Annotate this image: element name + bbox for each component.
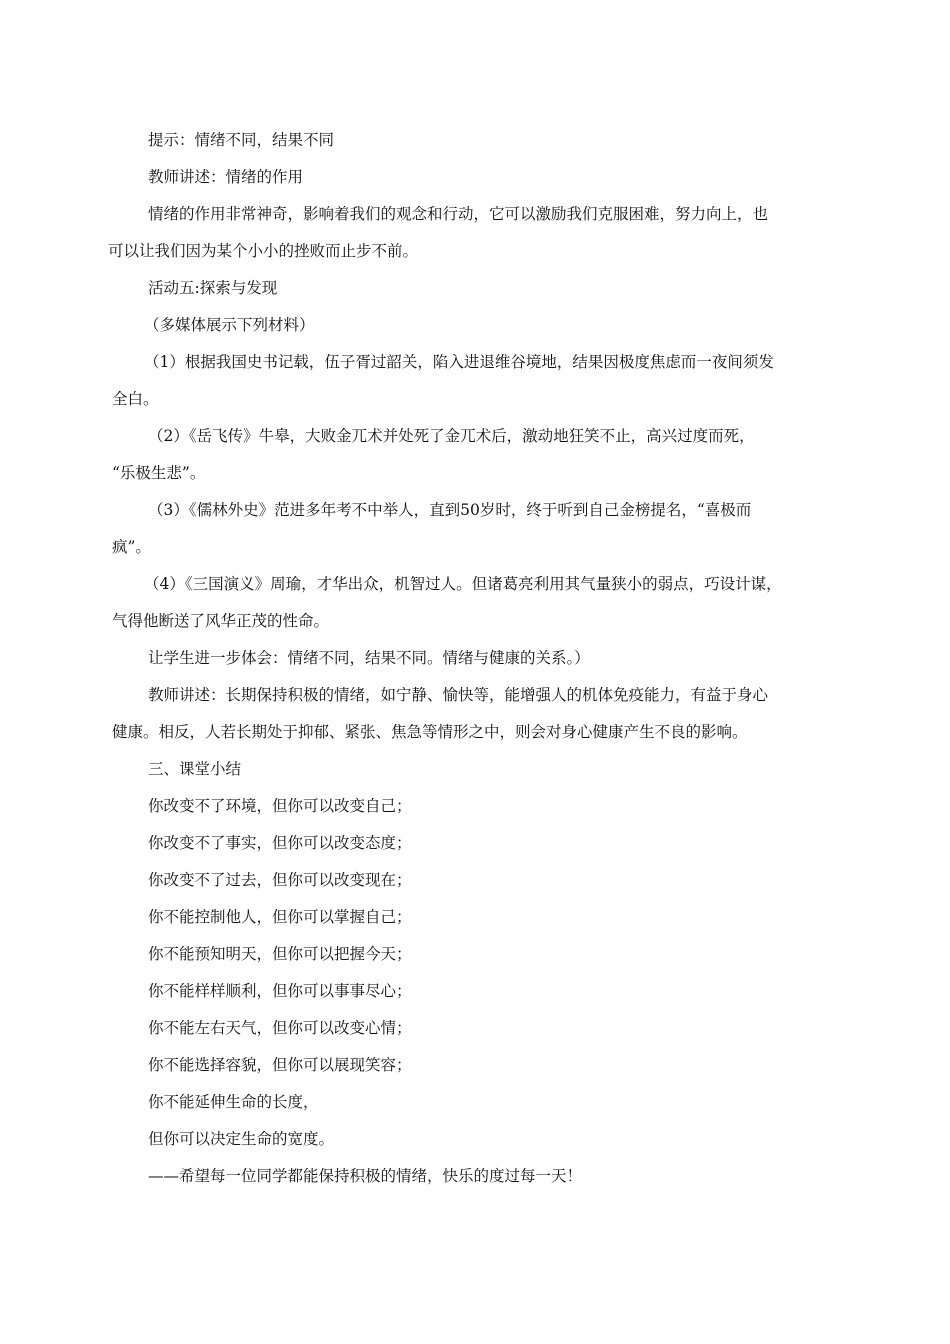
paragraph-emotion-effect-line-1: 情绪的作用非常神奇，影响着我们的观念和行动，它可以激励我们克服困难，努力向上，也 [148,205,769,223]
teacher-talk-heading: 教师讲述：情绪的作用 [148,168,304,186]
summary-line: 你改变不了过去，但你可以改变现在； [148,871,412,889]
material-4-line-1: （4）《三国演义》周瑜，才华出众，机智过人。但诸葛亮利用其气量狭小的弱点，巧设计谋， [144,575,782,593]
multimedia-note: （多媒体展示下列材料） [144,316,315,334]
hint-line: 提示：情绪不同，结果不同 [148,131,335,149]
material-3-line-2: 疯”。 [112,538,151,556]
summary-line: 但你可以决定生命的宽度。 [148,1130,335,1148]
summary-line: 你改变不了事实，但你可以改变态度； [148,834,412,852]
teacher-talk-health-line-2: 健康。相反，人若长期处于抑郁、紧张、焦急等情形之中，则会对身心健康产生不良的影响。 [112,723,748,741]
summary-line: 你不能选择容貌，但你可以展现笑容； [148,1056,412,1074]
summary-line: 你改变不了环境，但你可以改变自己； [148,797,412,815]
summary-line: 你不能样样顺利，但你可以事事尽心； [148,982,412,1000]
activity-five-heading: 活动五:探索与发现 [148,279,278,297]
closing-wish-line: ——希望每一位同学都能保持积极的情绪，快乐的度过每一天！ [148,1167,583,1185]
student-experience-line: 让学生进一步体会：情绪不同，结果不同。情绪与健康的关系。） [148,649,590,667]
teacher-talk-health-line-1: 教师讲述：长期保持积极的情绪，如宁静、愉快等，能增强人的机体免疫能力，有益于身心 [148,686,769,704]
paragraph-emotion-effect-line-2: 可以让我们因为某个小小的挫败而止步不前。 [108,242,419,260]
summary-line: 你不能控制他人，但你可以掌握自己； [148,908,412,926]
material-2-line-2: “乐极生悲”。 [112,464,206,482]
summary-line: 你不能左右天气，但你可以改变心情； [148,1019,412,1037]
summary-line: 你不能延伸生命的长度， [148,1093,319,1111]
material-2-line-1: （2）《岳飞传》牛皋，大败金兀术并处死了金兀术后，激动地狂笑不止，高兴过度而死， [148,427,755,445]
material-1-line-2: 全白。 [112,390,159,408]
section-three-heading: 三、课堂小结 [148,760,242,778]
material-4-line-2: 气得他断送了风华正茂的性命。 [112,612,330,630]
material-3-line-1: （3）《儒林外史》范进多年考不中举人，直到50岁时，终于听到自己金榜提名，“喜极而 [148,501,752,519]
summary-line: 你不能预知明天，但你可以把握今天； [148,945,412,963]
document-body [108,122,842,1195]
material-1-line-1: （1）根据我国史书记载，伍子胥过韶关，陷入进退维谷境地，结果因极度焦虑而一夜间须发 [144,353,774,371]
